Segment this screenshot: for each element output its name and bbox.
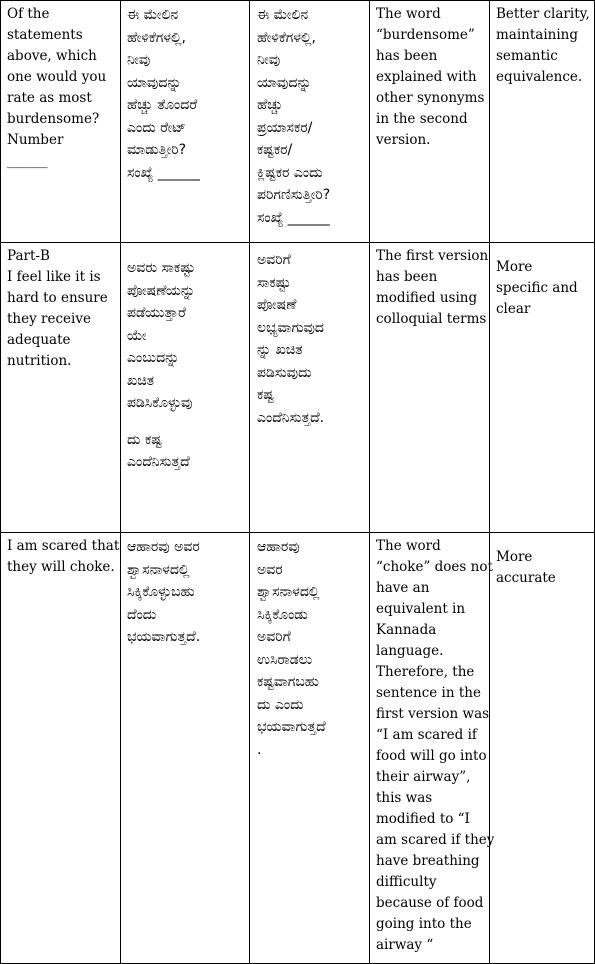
text-line: rate as most xyxy=(7,90,92,106)
text-line: Better clarity, xyxy=(496,6,590,22)
text-line: ಆಹಾರವು ಅವರ xyxy=(127,539,200,555)
text-line: ಈ ಮೇಲಿನ xyxy=(257,7,309,23)
text-line: in the second xyxy=(376,111,468,127)
text-line: hard to ensure xyxy=(7,290,108,306)
first-version-cell xyxy=(121,533,250,964)
text-line: ಈ ಮೇಲಿನ xyxy=(127,7,179,23)
text-line: ಕಷ್ಟವಾಗಬಹು xyxy=(257,674,319,690)
text-line: statements xyxy=(7,27,83,43)
text-line: ಅವರು ಸಾಕಷ್ಟು xyxy=(127,260,196,276)
text-line: ಅವರಿಗೆ xyxy=(257,629,291,645)
text-line: Of the xyxy=(7,6,50,22)
table-row xyxy=(1,1,595,243)
paragraph-gap xyxy=(127,415,245,429)
text-line: ದು ಕಷ್ಟ xyxy=(127,431,162,448)
text-line: ಭಯವಾಗುತ್ತದೆ. xyxy=(127,629,201,645)
text-line: language. xyxy=(376,643,444,659)
text-line: this was xyxy=(376,790,433,806)
text-line: ಆಹಾರವು xyxy=(257,539,300,555)
text-line: ಸಿಕ್ಕಿಕೊಂಡು xyxy=(257,606,308,623)
text-line: semantic xyxy=(496,48,558,64)
text-line: ಪರಿಗಣಿಸುತ್ತೀರಿ? xyxy=(257,187,331,203)
table-row xyxy=(1,533,595,964)
text-line: ಯೇ xyxy=(127,327,147,344)
text-line: ದೆಂದು xyxy=(127,606,157,623)
text-line: am scared if they xyxy=(376,832,495,848)
explanation-cell xyxy=(370,533,495,964)
text-line: one would you xyxy=(7,69,107,85)
explanation-cell xyxy=(370,243,490,533)
text-line: modified using xyxy=(376,290,478,306)
text-line: have an xyxy=(376,580,430,596)
text-line: ಅವರಿಗೆ xyxy=(257,252,291,268)
text-line: nutrition. xyxy=(7,353,72,369)
text-line: Kannada xyxy=(376,622,437,638)
text-line: ಕ್ಲಿಷ್ಟಕರ ಎಂದು xyxy=(257,164,323,181)
text-line: ಸಂಖ್ಯೆ ______ xyxy=(127,164,200,181)
text-line: equivalence. xyxy=(496,69,583,85)
text-line: going into the xyxy=(376,916,472,932)
text-line: equivalent in xyxy=(376,601,466,617)
text-line: specific and xyxy=(496,280,578,296)
second-version-cell xyxy=(250,1,370,243)
text-line: ಕಷ್ಟಕರ/ xyxy=(257,142,293,158)
text-line: More xyxy=(496,259,533,275)
text-line: ಹೆಚ್ಚು ತೊಂದರೆ xyxy=(127,97,198,113)
text-line: ಹೇಳಿಕೆಗಳಲ್ಲಿ, xyxy=(127,29,186,46)
text-line: ______ xyxy=(7,153,48,169)
text-line: version. xyxy=(376,132,431,148)
text-line: airway “ xyxy=(376,937,434,953)
text-line: ಪಡಿಸುವುದು xyxy=(257,364,312,381)
text-line: “I am scared if xyxy=(376,727,477,743)
text-line: ಶ್ವಾಸನಾಳದಲ್ಲಿ xyxy=(127,561,190,578)
second-version-cell xyxy=(250,533,370,964)
text-line: . xyxy=(257,741,262,758)
text-line: I feel like it is xyxy=(7,269,101,285)
text-line: first version was xyxy=(376,706,490,722)
text-line: sentence in the xyxy=(376,685,481,701)
text-line: ಶ್ವಾಸನಾಳದಲ್ಲಿ xyxy=(257,584,320,600)
result-cell xyxy=(490,533,595,964)
text-line: colloquial terms xyxy=(376,311,487,327)
text-line: other synonyms xyxy=(376,90,485,106)
text-line: ಎಂದೆನಿಸುತ್ತದೆ. xyxy=(257,409,325,426)
text-line: clear xyxy=(496,301,531,317)
text-line: “choke” does not xyxy=(376,559,493,575)
text-line: ಅವರ xyxy=(257,561,283,578)
text-line: ನ್ನು ಖಚಿತ xyxy=(257,342,303,358)
text-line: ಯಾವುದನ್ನು xyxy=(127,74,182,91)
text-line: ಪಡೆಯುತ್ತಾರೆ xyxy=(127,305,186,321)
text-line: difficulty xyxy=(376,874,437,890)
original-statement-cell xyxy=(1,1,121,243)
text-line: ದು ಎಂದು xyxy=(257,696,304,713)
text-line: has been xyxy=(376,269,438,285)
text-line: ಸಂಖ್ಯೆ ______ xyxy=(257,209,330,226)
first-version-cell xyxy=(121,243,250,533)
text-line: burdensome? xyxy=(7,111,100,127)
text-line: ಯಾವುದನ್ನು xyxy=(257,74,312,91)
second-version-cell xyxy=(250,243,370,533)
result-cell xyxy=(490,1,595,243)
text-line: More xyxy=(496,549,533,565)
part-label: Part-B xyxy=(7,248,50,264)
text-line: ಸಿಕ್ಕಿಕೊಳ್ಳುಬಹು xyxy=(127,584,195,600)
text-line: ಎಂದು ರೇಟ್ xyxy=(127,119,186,136)
text-line: “burdensome” xyxy=(376,27,475,43)
text-line: accurate xyxy=(496,570,556,586)
text-line: ಪ್ರಯಾಸಕರ/ xyxy=(257,119,313,136)
text-line: ಹೇಳಿಕೆಗಳಲ್ಲಿ, xyxy=(257,29,316,46)
text-line: ಎಂಬುದನ್ನು xyxy=(127,350,180,366)
text-line: Therefore, the xyxy=(376,664,475,680)
text-line: food will go into xyxy=(376,748,487,764)
text-line: ಹೆಚ್ಚು xyxy=(257,97,283,113)
text-line: adequate xyxy=(7,332,71,348)
text-line: ನೀವು xyxy=(127,52,151,68)
text-line: The word xyxy=(376,538,441,554)
text-line: maintaining xyxy=(496,27,579,43)
text-line: above, which xyxy=(7,48,97,64)
table-row xyxy=(1,243,595,533)
text-line: ಪೋಷಣೆಯನ್ನು xyxy=(127,282,196,299)
text-line: ಪಡಿಸಿಕೊಳ್ಳುವು xyxy=(127,395,193,411)
text-line: Number xyxy=(7,132,64,148)
text-line: ಭಯವಾಗುತ್ತದೆ xyxy=(257,719,326,735)
text-line: ಉಸಿರಾಡಲು xyxy=(257,651,313,668)
original-statement-cell xyxy=(1,533,121,964)
first-version-cell xyxy=(121,1,250,243)
original-statement-cell xyxy=(1,243,121,533)
text-line: explained with xyxy=(376,69,477,85)
text-line: modified to “I xyxy=(376,811,470,827)
text-line: ಎಂದೆನಿಸುತ್ತದೆ xyxy=(127,454,190,470)
text-line: their airway”, xyxy=(376,769,471,785)
text-line: I am scared that xyxy=(7,538,120,554)
text-line: have breathing xyxy=(376,853,480,869)
text-line: The word xyxy=(376,6,441,22)
text-line: has been xyxy=(376,48,438,64)
text-line: because of food xyxy=(376,895,484,911)
explanation-cell xyxy=(370,1,490,243)
text-line: The first version xyxy=(376,248,489,264)
text-line: they receive xyxy=(7,311,91,327)
text-line: ಕಷ್ಟ xyxy=(257,387,274,403)
text-line: ಮಾಡುತ್ತೀರಿ? xyxy=(127,142,187,158)
text-line: they will choke. xyxy=(7,559,115,575)
text-line: ಖಚಿತ xyxy=(127,372,155,389)
result-cell xyxy=(490,243,595,533)
text-line: ಸಾಕಷ್ಟು xyxy=(257,274,291,291)
text-line: ನೀವು xyxy=(257,52,281,68)
text-line: ಪೋಷಣೆ xyxy=(257,297,297,313)
text-line: ಲಭ್ಯವಾಗುವುದ xyxy=(257,319,324,336)
